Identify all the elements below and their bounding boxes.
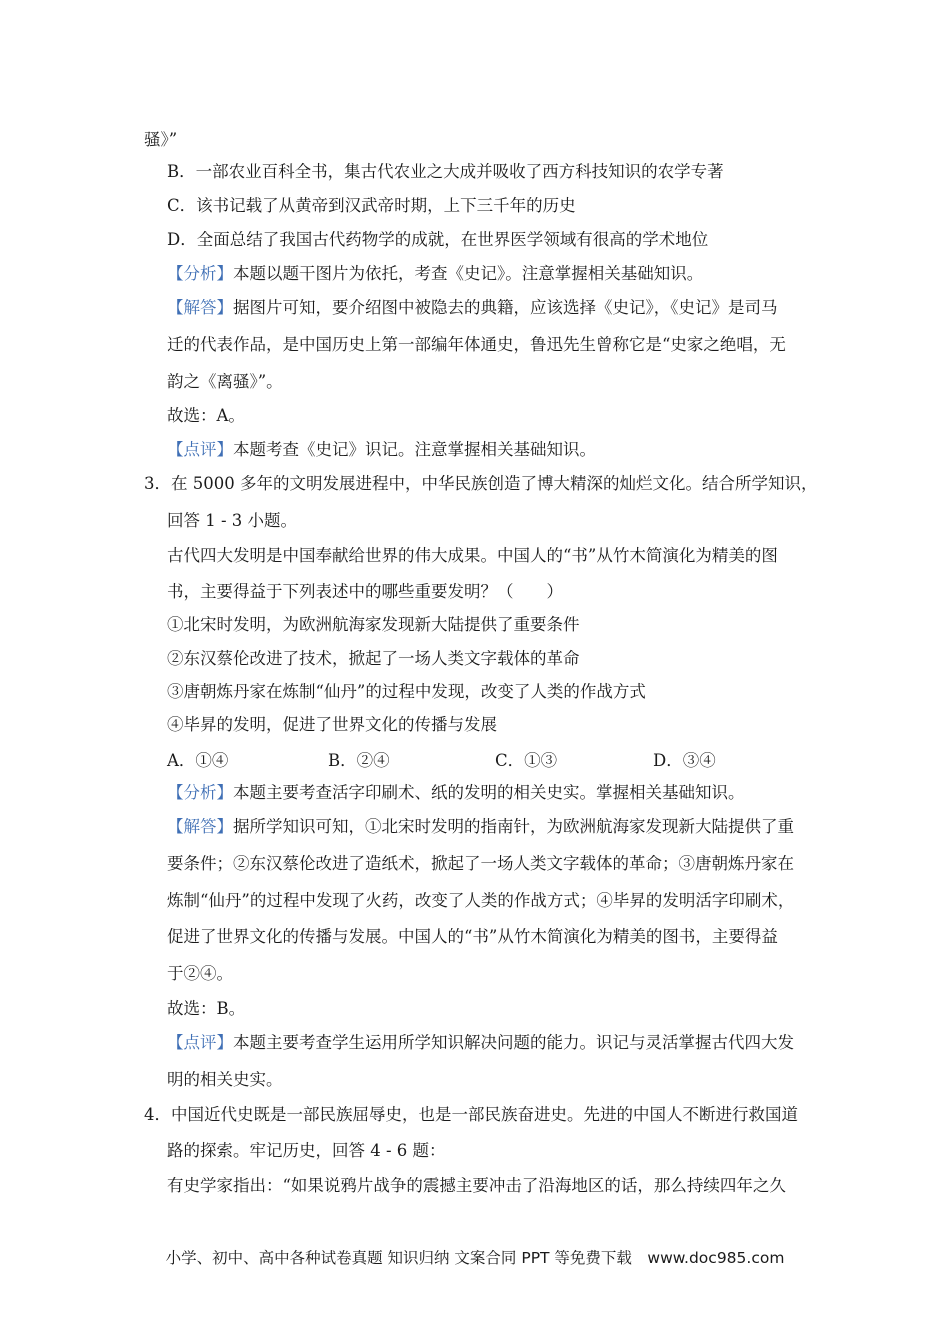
answer-text: 据所学知识可知，①北宋时发明的指南针，为欧洲航海家发现新大陆提供了重 bbox=[233, 817, 794, 836]
answer-text: 据图片可知，要介绍图中被隐去的典籍，应该选择《史记》，《史记》是司马 bbox=[233, 298, 778, 317]
q2-analysis bbox=[167, 263, 703, 285]
q3-answer-line-4: 促进了世界文化的传播与发展。中国人的“书”从竹木简演化为精美的图书，主要得益 bbox=[167, 927, 778, 946]
q3-option-c: C．①③ bbox=[495, 751, 558, 770]
q3-answer-line-5: 于②④。 bbox=[167, 964, 233, 983]
q3-choice: 故选：B。 bbox=[167, 999, 246, 1018]
q4-question: 有史学家指出：“如果说鸦片战争的震撼主要冲击了沿海地区的话，那么持续四年之久 bbox=[167, 1176, 786, 1195]
q3-item-2: ②东汉蔡伦改进了技术，掀起了一场人类文字载体的革命 bbox=[167, 649, 580, 668]
q3-option-a: A．①④ bbox=[167, 751, 229, 770]
q2-option-c: C．该书记载了从黄帝到汉武帝时期，上下三千年的历史 bbox=[167, 196, 576, 215]
analysis-tag: 【分析】 bbox=[167, 783, 233, 802]
page-footer: 小学、初中、高中各种试卷真题 知识归纳 文案合同 PPT 等免费下载 www.doc985.com bbox=[165, 1249, 785, 1267]
q3-item-4: ④毕昇的发明，促进了世界文化的传播与发展 bbox=[167, 715, 497, 734]
q4-stem: 4．中国近代史既是一部民族屈辱史，也是一部民族奋进史。先进的中国人不断进行救国道 bbox=[144, 1105, 798, 1124]
q2-choice: 故选：A。 bbox=[167, 406, 245, 425]
q3-answer bbox=[167, 816, 794, 838]
q3-analysis bbox=[167, 782, 745, 804]
q3-stem: 3．在 5000 多年的文明发展进程中，中华民族创造了博大精深的灿烂文化。结合所学知识， bbox=[144, 474, 818, 493]
comment-tag: 【点评】 bbox=[167, 1033, 233, 1052]
analysis-text: 本题以题干图片为依托，考查《史记》。注意掌握相关基础知识。 bbox=[233, 264, 704, 283]
q2-comment bbox=[167, 439, 596, 461]
q2-continuation: 骚》” bbox=[144, 130, 178, 149]
q2-option-d: D．全面总结了我国古代药物学的成就，在世界医学领域有很高的学术地位 bbox=[167, 230, 709, 249]
q3-question: 古代四大发明是中国奉献给世界的伟大成果。中国人的“书”从竹木简演化为精美的图 bbox=[167, 546, 778, 565]
comment-text: 本题考查《史记》识记。注意掌握相关基础知识。 bbox=[233, 440, 596, 459]
q3-stem-line-2: 回答 1 - 3 小题。 bbox=[167, 511, 298, 530]
q3-option-b: B．②④ bbox=[328, 751, 390, 770]
q3-question-line-2: 书，主要得益于下列表述中的哪些重要发明？（ ） bbox=[167, 582, 563, 601]
q3-item-1: ①北宋时发明，为欧洲航海家发现新大陆提供了重要条件 bbox=[167, 615, 580, 634]
q2-answer bbox=[167, 297, 778, 319]
q3-options bbox=[167, 747, 767, 769]
answer-tag: 【解答】 bbox=[167, 298, 233, 317]
q3-item-3: ③唐朝炼丹家在炼制“仙丹”的过程中发现，改变了人类的作战方式 bbox=[167, 682, 646, 701]
q3-option-d: D．③④ bbox=[653, 751, 716, 770]
q3-comment bbox=[167, 1032, 794, 1054]
analysis-text: 本题主要考查活字印刷术、纸的发明的相关史实。掌握相关基础知识。 bbox=[233, 783, 745, 802]
q2-option-b: B．一部农业百科全书，集古代农业之大成并吸收了西方科技知识的农学专著 bbox=[167, 162, 724, 181]
comment-tag: 【点评】 bbox=[167, 440, 233, 459]
q3-answer-line-2: 要条件；②东汉蔡伦改进了造纸术，掀起了一场人类文字载体的革命；③唐朝炼丹家在 bbox=[167, 854, 794, 873]
q2-answer-line-3: 韵之《离骚》”。 bbox=[167, 372, 283, 391]
answer-tag: 【解答】 bbox=[167, 817, 233, 836]
q3-answer-line-3: 炼制“仙丹”的过程中发现了火药，改变了人类的作战方式；④毕昇的发明活字印刷术， bbox=[167, 891, 795, 910]
q4-stem-line-2: 路的探索。牢记历史，回答 4 - 6 题： bbox=[167, 1141, 446, 1160]
q3-comment-line-2: 明的相关史实。 bbox=[167, 1070, 283, 1089]
analysis-tag: 【分析】 bbox=[167, 264, 233, 283]
comment-text: 本题主要考查学生运用所学知识解决问题的能力。识记与灵活掌握古代四大发 bbox=[233, 1033, 794, 1052]
q2-answer-line-2: 迁的代表作品，是中国历史上第一部编年体通史，鲁迅先生曾称它是“史家之绝唱，无 bbox=[167, 335, 786, 354]
